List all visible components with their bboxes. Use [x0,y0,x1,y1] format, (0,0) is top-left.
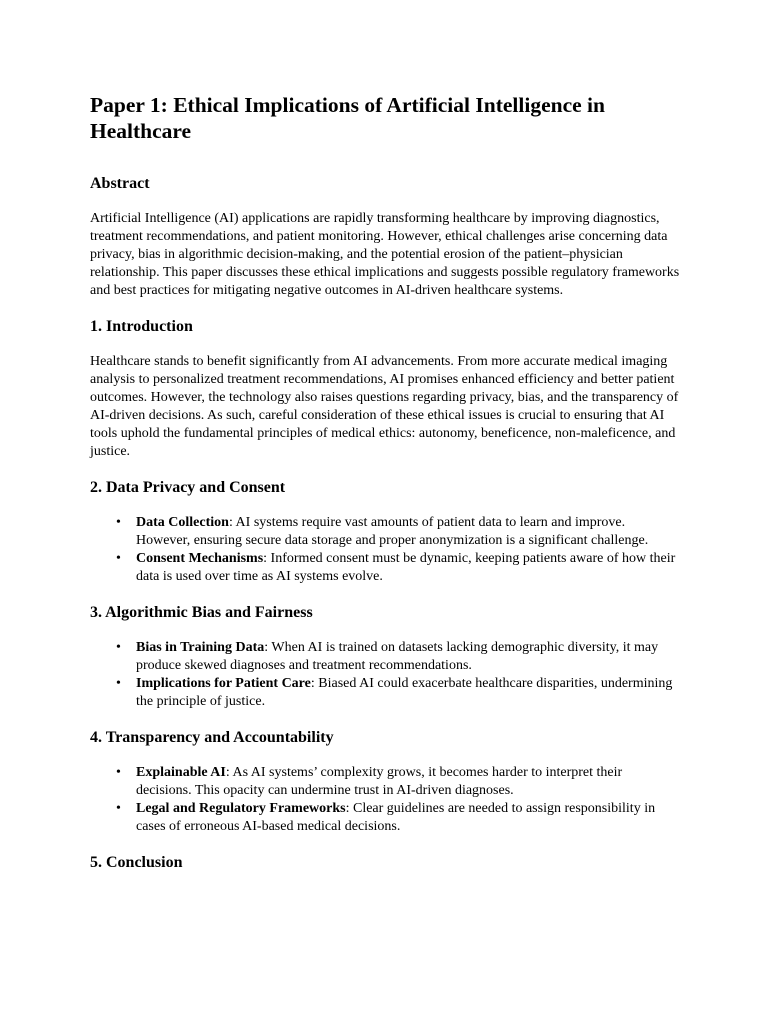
list-item-text: : Biased AI could exacerbate healthcare disparities, undermining the principle of justice. [136,676,673,709]
privacy-heading: 2. Data Privacy and Consent [90,479,286,496]
bias-heading: 3. Algorithmic Bias and Fairness [90,604,313,621]
list-item [116,675,680,711]
list-item-term: Consent Mechanisms [136,551,264,566]
list-item-text: : Clear guidelines are needed to assign responsibility in cases of erroneous AI-based medical decisions. [136,801,656,834]
list-item-text: : As AI systems’ complexity grows, it becomes harder to interpret their decisions. This opacity can undermine trust in AI-driven diagnoses. [136,765,623,798]
list-item [116,514,680,550]
bullet-glyph: • [116,676,121,691]
bullet-glyph: • [116,801,121,816]
abstract-heading: Abstract [90,175,150,192]
introduction-heading: 1. Introduction [90,318,193,335]
conclusion-heading: 5. Conclusion [90,854,183,871]
bullet-glyph: • [116,551,121,566]
list-item-term: Data Collection [136,515,229,530]
introduction-text: Healthcare stands to benefit significantly from AI advancements. From more accurate medical imaging analysis to personalized treatment recommendations, AI promises enhanced efficiency and better patient outcomes. However, the technology also raises questions regarding privacy, bias, and the transparency of AI-driven decisions. As such, careful consideration of these ethical issues is crucial to ensuring that AI tools uphold the fundamental principles of medical ethics: autonomy, beneficence, non-maleficence, and justice. [90,354,679,459]
list-item [116,639,680,675]
bullet-glyph: • [116,765,121,780]
list-item-text: : AI systems require vast amounts of patient data to learn and improve. However, ensuring secure data storage and proper anonymization is a significant challenge. [136,515,649,548]
paper-title: Paper 1: Ethical Implications of Artificial Intelligence in Healthcare [90,93,605,143]
list-item-text: : When AI is trained on datasets lacking demographic diversity, it may produce skewed diagnoses and treatment recommendations. [136,640,659,673]
transparency-heading: 4. Transparency and Accountability [90,729,334,746]
list-item [116,800,680,836]
list-item-term: Bias in Training Data [136,640,265,655]
bias-list [90,639,680,711]
list-item-term: Implications for Patient Care [136,676,311,691]
bullet-glyph: • [116,640,121,655]
list-item [116,764,680,800]
transparency-list [90,764,680,836]
paper-page [90,92,680,889]
list-item-text: : Informed consent must be dynamic, keeping patients aware of how their data is used over time as AI systems evolve. [136,551,676,584]
list-item-term: Explainable AI [136,765,226,780]
privacy-list [90,514,680,586]
list-item-term: Legal and Regulatory Frameworks [136,801,346,816]
list-item [116,550,680,586]
bullet-glyph: • [116,515,121,530]
abstract-text: Artificial Intelligence (AI) applications are rapidly transforming healthcare by improving diagnostics, treatment recommendations, and patient monitoring. However, ethical challenges arise concerning data privacy, bias in algorithmic decision-making, and the potential erosion of the patient–physician relationship. This paper discusses these ethical implications and suggests possible regulatory frameworks and best practices for mitigating negative outcomes in AI-driven healthcare systems. [90,211,680,298]
